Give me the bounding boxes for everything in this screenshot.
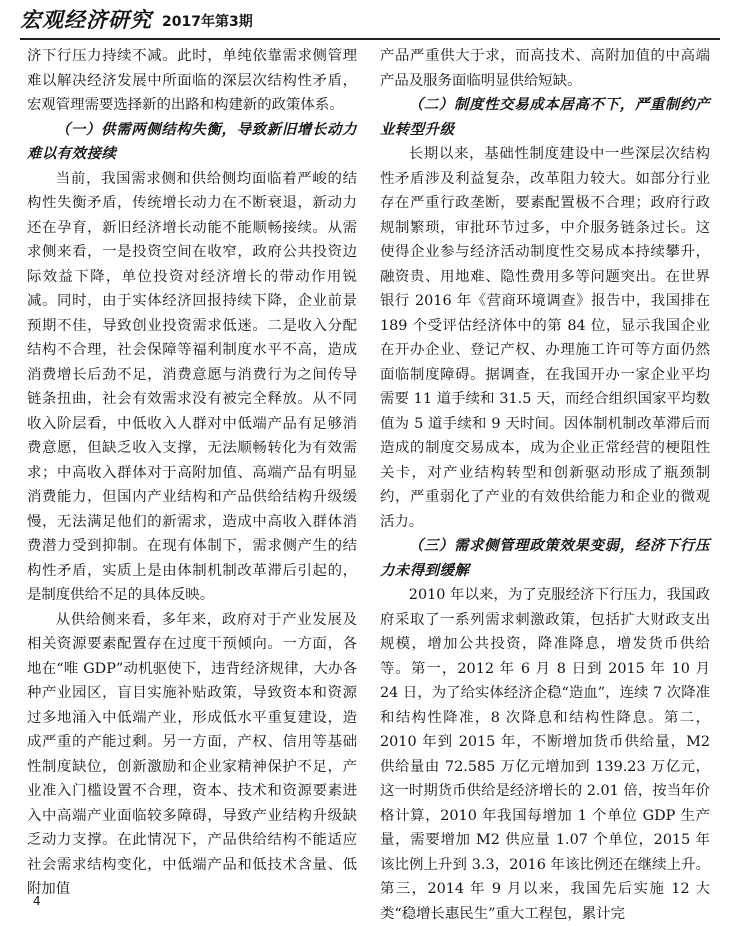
section-heading-2: （二）制度性交易成本居高不下，严重制约产业转型升级 [380,96,710,138]
issue-label: 2017年第3期 [162,14,253,30]
page-number: 4 [33,894,41,908]
journal-title: 宏观经济研究 [20,7,152,32]
section-heading-3: （三）需求侧管理政策效果变弱，经济下行压力未得到缓解 [380,537,710,579]
paragraph: 长期以来，基础性制度建设中一些深层次结构性矛盾涉及利益复杂，改革阻力较大。如部分行业存在严重行政垄断，要素配置极不合理；政府行政规制繁琐，审批环节过多，中介服务链条过长。这使得企业参与经济活动制度性交易成本持续攀升，融资贵、用地难、隐性费用多等问题突出。在世界银行 2016 年《营商环境调查》报告中，我国排在 189 个受评估经济体中的第 84 位，显示我国企业在开办企业、登记产权、办理施工许可等方面仍然面临制度障碍。据调查，在我国开办一家企业平均需要 11 道手续和 31.5 天，而经合组织国家平均数值为 5 道手续和 9 天时间。因体制机制改革滞后而造成的制度交易成本，成为企业正常经营的梗阻性关卡，对产业结构转型和创新驱动形成了瓶颈制约，严重弱化了产业的有效供给能力和企业的微观活力。 [380,146,710,530]
paragraph: 济下行压力持续不减。此时，单纯依靠需求侧管理难以解决经济发展中所面临的深层次结构性矛盾，宏观管理需要选择新的出路和构建新的政策体系。 [27,48,357,113]
page-header [20,0,720,40]
paragraph: 当前，我国需求侧和供给侧均面临着严峻的结构性失衡矛盾，传统增长动力在不断衰退，新动力还在孕育，新旧经济增长动能不能顺畅接续。从需求侧来看，一是投资空间在收窄，政府公共投资边际效益下降，单位投资对经济增长的带动作用锐减。同时，由于实体经济回报持续下降，企业前景预期不佳，导致创业投资需求低迷。二是收入分配结构不合理，社会保障等福利制度水平不高，造成消费增长后劲不足，消费意愿与消费行为之间传导链条扭曲，社会有效需求没有被完全释放。从不同收入阶层看，中低收入人群对中低端产品有足够消费意愿，但缺乏收入支撑，无法顺畅转化为有效需求；中高收入群体对于高附加值、高端产品有明显消费能力，但国内产业结构和产品供给结构升级缓慢，无法满足他们的新需求，造成中高收入群体消费潜力受到抑制。在现有体制下，需求侧产生的结构性矛盾，实质上是由体制机制改革滞后引起的，是制度供给不足的具体反映。 [27,170,357,603]
section-heading-1: （一）供需两侧结构失衡，导致新旧增长动力难以有效接续 [27,120,357,162]
paragraph: 2010 年以来，为了克服经济下行压力，我国政府采取了一系列需求刺激政策，包括扩大财政支出规模，增加公共投资，降准降息，增发货币供给等。第一，2012 年 6 月 8 日到 2015 年 10 月 24 日，为了给实体经济企稳“造血”，连续 7 次降准和结构性降准，8 次降息和结构性降息。第二，2010 年到 2015 年，不断增加货币供给量，M2 供给量由 72.585 万亿元增加到 139.23 万亿元，这一时期货币供给是经济增长的 2.01 倍，按当年价格计算，2010 年我国每增加 1 个单位 GDP 生产量，需要增加 M2 供应量 1.07 个单位，2015 年该比例上升到 3.3，2016 年该比例还在继续上升。第三，2014 年 9 月以来，我国先后实施 12 大类“稳增长惠民生”重大工程包，累计完 [380,587,710,922]
right-column [380,44,710,926]
paragraph: 产品严重供大于求，而高技术、高附加值的中高端产品及服务面临明显供给短缺。 [380,48,710,89]
paragraph: 从供给侧来看，多年来，政府对于产业发展及相关资源要素配置存在过度干预倾向。一方面，各地在“唯 GDP”动机驱使下，违背经济规律，大办各种产业园区，盲目实施补贴政策，导致资本和资源过多地涌入中低端产业，形成低水平重复建设，造成严重的产能过剩。另一方面，产权、信用等基础性制度缺位，创新激励和企业家精神保护不足，产业准入门槛设置不合理，资本、技术和资源要素进入中高端产业面临较多障碍，导致产业结构升级缺乏动力支撑。在此情况下，产品供给结构不能适应社会需求结构变化，中低端产品和低技术含量、低附加值 [27,611,357,897]
left-column [27,44,357,902]
